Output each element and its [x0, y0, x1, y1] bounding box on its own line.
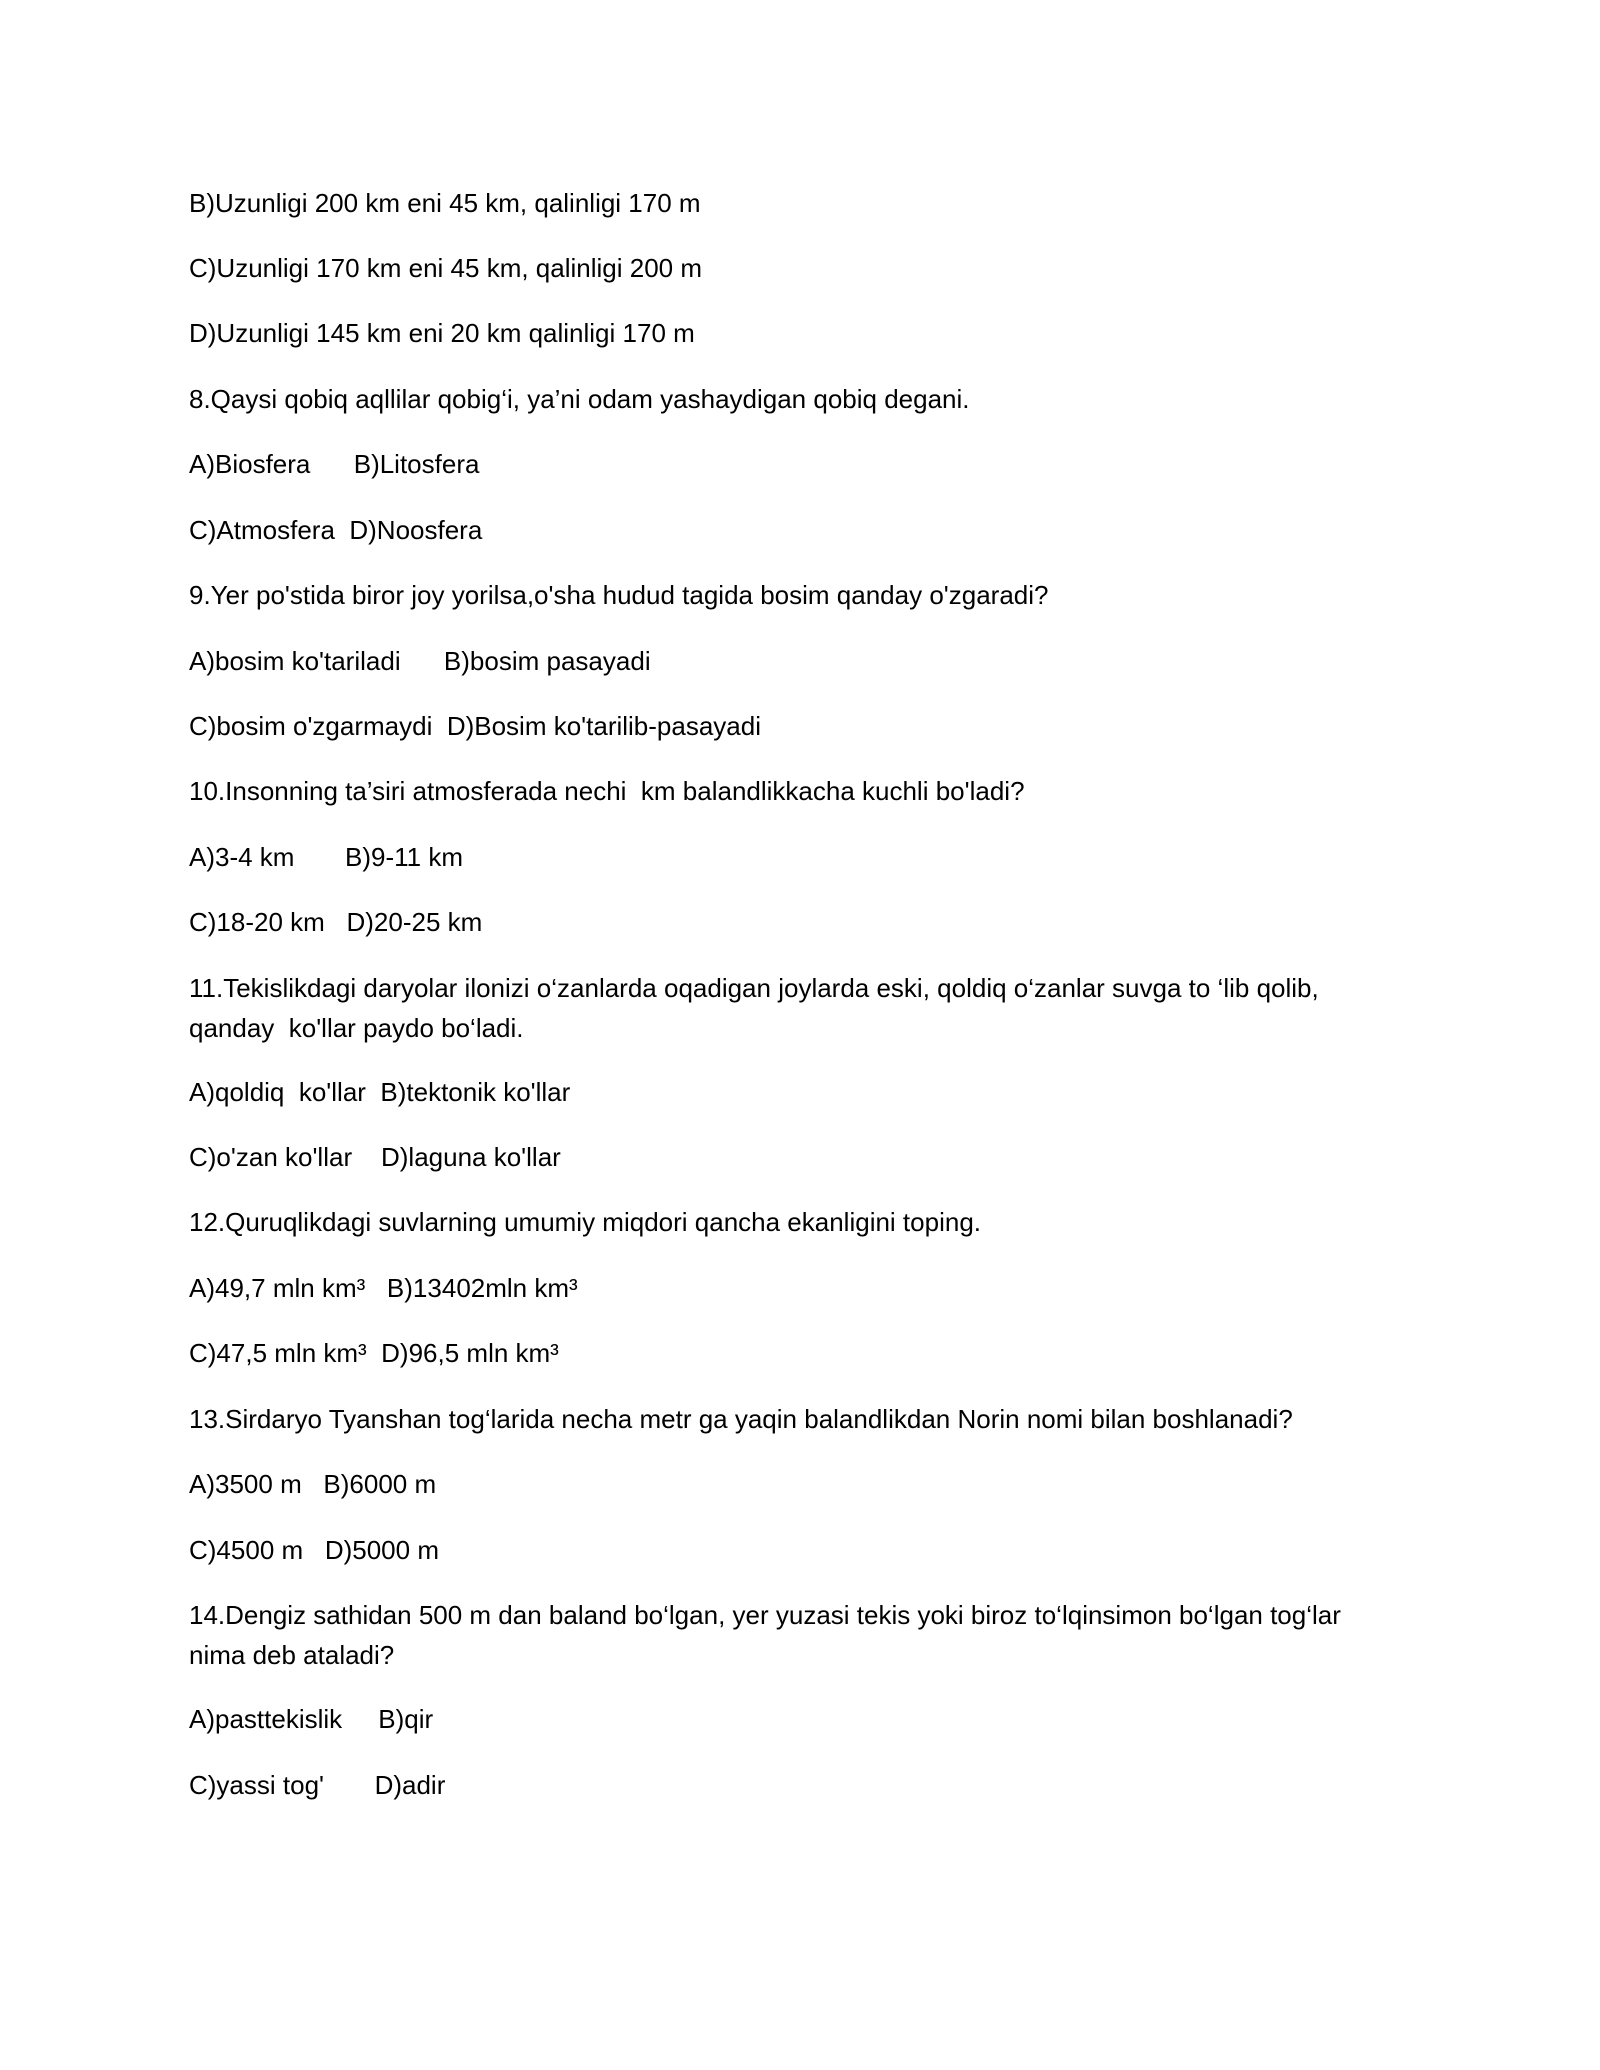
answer-options-11ab: A)qoldiq ko'llar B)tektonik ko'llar	[189, 1077, 571, 1107]
answer-options-12ab: A)49,7 mln km³ B)13402mln km³	[189, 1273, 578, 1303]
question-10: 10.Insonning ta’siri atmosferada nechi km balandlikkacha kuchli bo'ladi?	[189, 776, 1025, 806]
answer-options-14cd: C)yassi tog' D)adir	[189, 1770, 446, 1800]
question-11: 11.Tekislikdagi daryolar ilonizi o‘zanlarda oqadigan joylarda eski, qoldiq o‘zanlar suvga to ‘lib qolib, qanday ko'llar paydo bo‘ladi.	[189, 973, 1326, 1043]
answer-options-10cd: C)18-20 km D)20-25 km	[189, 907, 483, 937]
answer-options-8cd: C)Atmosfera D)Noosfera	[189, 515, 483, 545]
answer-option-7b: B)Uzunligi 200 km eni 45 km, qalinligi 170 m	[189, 188, 701, 218]
answer-options-9cd: C)bosim o'zgarmaydi D)Bosim ko'tarilib-pasayadi	[189, 711, 761, 741]
question-12: 12.Quruqlikdagi suvlarning umumiy miqdori qancha ekanligini toping.	[189, 1207, 981, 1237]
answer-options-12cd: C)47,5 mln km³ D)96,5 mln km³	[189, 1338, 559, 1368]
answer-options-13cd: C)4500 m D)5000 m	[189, 1535, 439, 1565]
question-9: 9.Yer po'stida biror joy yorilsa,o'sha hudud tagida bosim qanday o'zgaradi?	[189, 580, 1049, 610]
question-13: 13.Sirdaryo Tyanshan tog‘larida necha metr ga yaqin balandlikdan Norin nomi bilan boshlanadi?	[189, 1404, 1293, 1434]
answer-options-11cd: C)o'zan ko'llar D)laguna ko'llar	[189, 1142, 561, 1172]
answer-option-7d: D)Uzunligi 145 km eni 20 km qalinligi 170 m	[189, 318, 695, 348]
answer-options-9ab: A)bosim ko'tariladi B)bosim pasayadi	[189, 646, 651, 676]
answer-options-8ab: A)Biosfera B)Litosfera	[189, 449, 480, 479]
answer-options-10ab: A)3-4 km B)9-11 km	[189, 842, 464, 872]
question-8: 8.Qaysi qobiq aqllilar qobig‘i, ya’ni odam yashaydigan qobiq degani.	[189, 384, 970, 414]
answer-options-13ab: A)3500 m B)6000 m	[189, 1469, 437, 1499]
answer-option-7c: C)Uzunligi 170 km eni 45 km, qalinligi 200 m	[189, 253, 703, 283]
answer-options-14ab: A)pasttekislik B)qir	[189, 1704, 434, 1734]
question-14: 14.Dengiz sathidan 500 m dan baland bo‘lgan, yer yuzasi tekis yoki biroz to‘lqinsimon bo‘lgan tog‘lar nima deb ataladi?	[189, 1600, 1349, 1670]
